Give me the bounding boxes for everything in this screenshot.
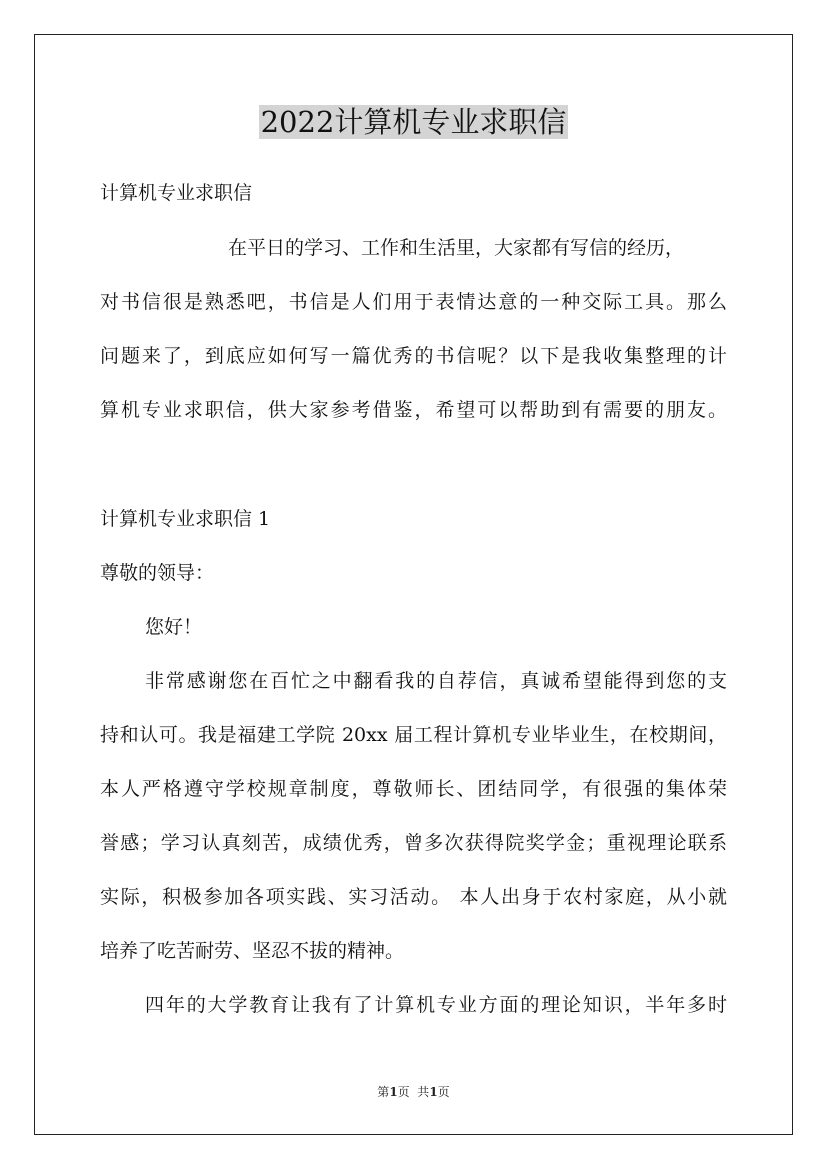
footer-page-prefix: 第	[377, 1085, 390, 1099]
intro-line-4: 算机专业求职信，供大家参考借鉴，希望可以帮助到有需要的朋友。	[100, 399, 727, 421]
document-title	[0, 100, 827, 144]
body-line-4: 誉感；学习认真刻苦，成绩优秀，曾多次获得院奖学金；重视理论联系	[100, 832, 727, 854]
body-line-1: 非常感谢您在百忙之中翻看我的自荐信，真诚希望能得到您的支	[145, 670, 727, 692]
footer-page-number: 1	[389, 1085, 398, 1099]
salutation: 尊敬的领导：	[100, 562, 215, 584]
document-title-text: 2022计算机专业求职信	[260, 105, 567, 139]
greeting: 您好！	[145, 616, 203, 638]
footer-page-mid: 页 共	[397, 1085, 430, 1099]
body-line-6: 培养了吃苦耐劳、坚忍不拔的精神。	[100, 940, 405, 962]
intro-line-1: 在平日的学习、工作和生活里，大家都有写信的经历，	[228, 237, 685, 259]
intro-line-2: 对书信很是熟悉吧，书信是人们用于表情达意的一种交际工具。那么	[100, 291, 727, 313]
footer-page-suffix: 页	[437, 1085, 450, 1099]
footer-total-pages: 1	[429, 1085, 438, 1099]
body-line-2: 持和认可。我是福建工学院 20xx 届工程计算机专业毕业生，在校期间，	[100, 724, 727, 746]
body-line-3: 本人严格遵守学校规章制度，尊敬师长、团结同学，有很强的集体荣	[100, 778, 727, 800]
body-line-7: 四年的大学教育让我有了计算机专业方面的理论知识，半年多时	[145, 994, 727, 1016]
page-footer	[0, 1084, 827, 1100]
section-heading: 计算机专业求职信 1	[100, 508, 271, 530]
body-line-5: 实际，积极参加各项实践、实习活动。 本人出身于农村家庭，从小就	[100, 886, 727, 908]
intro-line-3: 问题来了，到底应如何写一篇优秀的书信呢？以下是我收集整理的计	[100, 345, 727, 367]
document-subtitle: 计算机专业求职信	[100, 182, 253, 204]
